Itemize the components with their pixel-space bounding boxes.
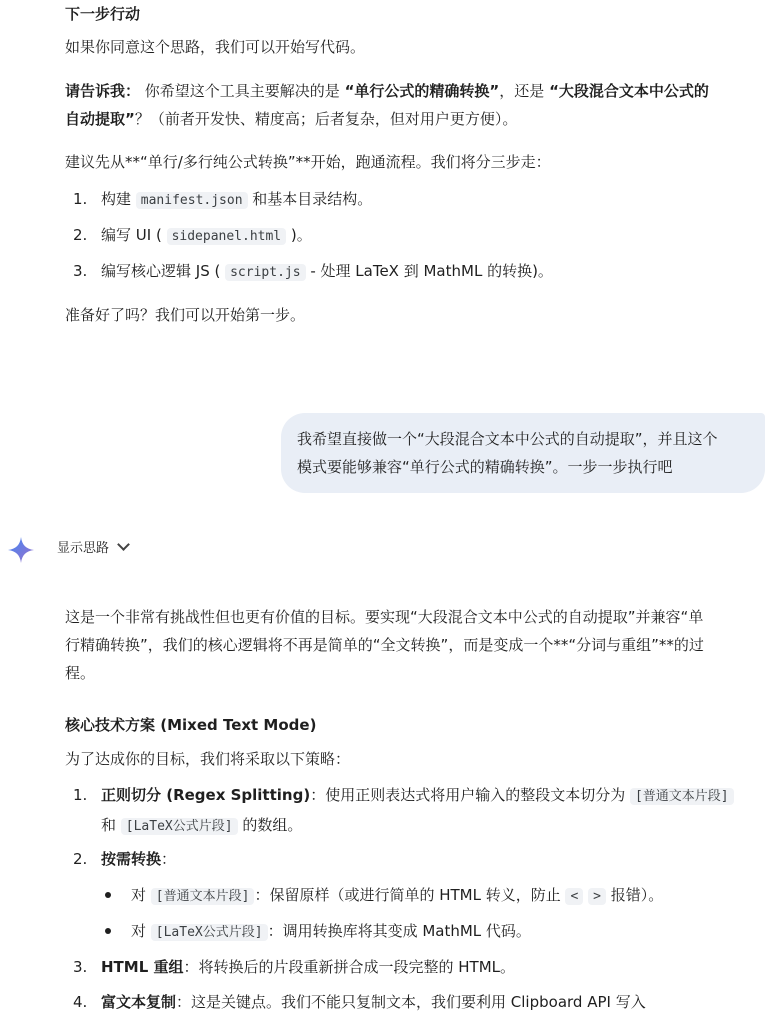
paragraph-ready: 准备好了吗？我们可以开始第一步。 xyxy=(65,306,306,324)
ask-text: 你希望这个工具主要解决的是 xyxy=(140,82,345,100)
strategy-number: 1. xyxy=(73,786,88,804)
show-thinking-toggle[interactable] xyxy=(57,535,128,563)
bullet-text: ：保留原样（或进行简单的 HTML 转义，防止 xyxy=(254,886,566,904)
step-text: 编写核心逻辑 JS ( xyxy=(101,262,226,280)
ask-option-2: 自动提取” xyxy=(65,110,135,128)
strategy-title: 正则切分 (Regex Splitting) xyxy=(101,786,311,804)
strategy-item xyxy=(101,988,754,1016)
ask-option-2: “大段混合文本中公式的 xyxy=(549,82,709,100)
bullet-item xyxy=(131,881,754,911)
bullet-item xyxy=(131,917,754,947)
user-message-line: 我希望直接做一个“大段混合文本中公式的自动提取”，并且这个 xyxy=(297,430,718,448)
bullet-text: 对 xyxy=(131,886,151,904)
step-item xyxy=(101,257,754,287)
strategy-item xyxy=(101,781,754,841)
code-snippet: < xyxy=(565,888,583,905)
code-snippet: manifest.json xyxy=(136,192,248,209)
code-snippet: [普通文本片段] xyxy=(151,888,255,905)
code-snippet: sidepanel.html xyxy=(167,228,287,245)
strategy-number: 2. xyxy=(73,850,88,868)
strategy-title: 富文本复制 xyxy=(101,993,177,1011)
strategy-number: 4. xyxy=(73,993,88,1011)
user-message-text xyxy=(297,425,749,481)
step-item xyxy=(101,185,754,215)
code-snippet: > xyxy=(588,888,606,905)
strategy-text: ： xyxy=(161,850,177,868)
strategy-text: 的数组。 xyxy=(237,816,303,834)
paragraph-agree: 如果你同意这个思路，我们可以开始写代码。 xyxy=(65,38,366,56)
strategy-text: ：将转换后的片段重新拼合成一段完整的 HTML。 xyxy=(183,958,516,976)
bullet-text: 报错）。 xyxy=(605,886,664,904)
ask-label: 请告诉我： xyxy=(65,82,141,100)
ask-text: ，还是 xyxy=(499,82,550,100)
code-snippet: [LaTeX公式片段] xyxy=(121,818,238,835)
show-thinking-label: 显示思路 xyxy=(57,541,110,556)
reply-intro-line: 行精确转换”，我们的核心逻辑将不再是简单的“全文转换”，而是变成一个**“分词与重组”**的过 xyxy=(65,636,704,654)
strategy-text: ：使用正则表达式将用户输入的整段文本切分为 xyxy=(310,786,630,804)
ask-text: ？（前者开发快、精度高；后者复杂，但对用户更方便）。 xyxy=(134,110,518,128)
user-message-line: 模式要能够兼容“单行公式的精确转换”。一步一步执行吧 xyxy=(297,458,673,476)
step-text: 和基本目录结构。 xyxy=(247,190,373,208)
strategy-number: 3. xyxy=(73,958,88,976)
strategy-item xyxy=(101,953,754,981)
section-subtitle: 为了达成你的目标，我们将采取以下策略： xyxy=(65,750,351,768)
step-number: 2. xyxy=(73,226,88,244)
reply-intro-line: 程。 xyxy=(65,664,96,682)
code-snippet: script.js xyxy=(225,264,305,281)
bullet-dot xyxy=(105,892,111,898)
strategy-text: ：这是关键点。我们不能只复制文本，我们要利用 Clipboard API 写入 xyxy=(176,993,646,1011)
paragraph-ask xyxy=(65,77,755,133)
chevron-down-icon xyxy=(117,538,130,551)
step-number: 1. xyxy=(73,190,88,208)
user-message-bubble xyxy=(281,413,765,493)
paragraph-suggest: 建议先从**“单行/多行纯公式转换”**开始，跑通流程。我们将分三步走： xyxy=(65,153,551,171)
step-text: - 处理 LaTeX 到 MathML 的转换)。 xyxy=(305,262,553,280)
code-snippet: [普通文本片段] xyxy=(630,788,734,805)
step-number: 3. xyxy=(73,262,88,280)
step-text: 构建 xyxy=(101,190,136,208)
bullet-dot xyxy=(105,928,111,934)
bullet-text: 对 xyxy=(131,922,151,940)
strategy-text: 和 xyxy=(101,816,121,834)
reply-intro-line: 这是一个非常有挑战性但也更有价值的目标。要实现“大段混合文本中公式的自动提取”并兼容“单 xyxy=(65,608,704,626)
gemini-sparkle-icon xyxy=(6,535,36,565)
step-item xyxy=(101,221,754,251)
reply-intro xyxy=(65,603,765,687)
step-text: 编写 UI ( xyxy=(101,226,167,244)
strategy-title: 按需转换 xyxy=(101,850,162,868)
section-title: 核心技术方案 (Mixed Text Mode) xyxy=(65,716,317,734)
step-text: )。 xyxy=(286,226,312,244)
ask-option-1: “单行公式的精确转换” xyxy=(344,82,500,100)
bullet-text: ：调用转换库将其变成 MathML 代码。 xyxy=(267,922,531,940)
code-snippet: [LaTeX公式片段] xyxy=(151,924,268,941)
strategy-title: HTML 重组 xyxy=(101,958,184,976)
section-heading-next-steps: 下一步行动 xyxy=(65,5,141,23)
strategy-item xyxy=(101,845,754,873)
